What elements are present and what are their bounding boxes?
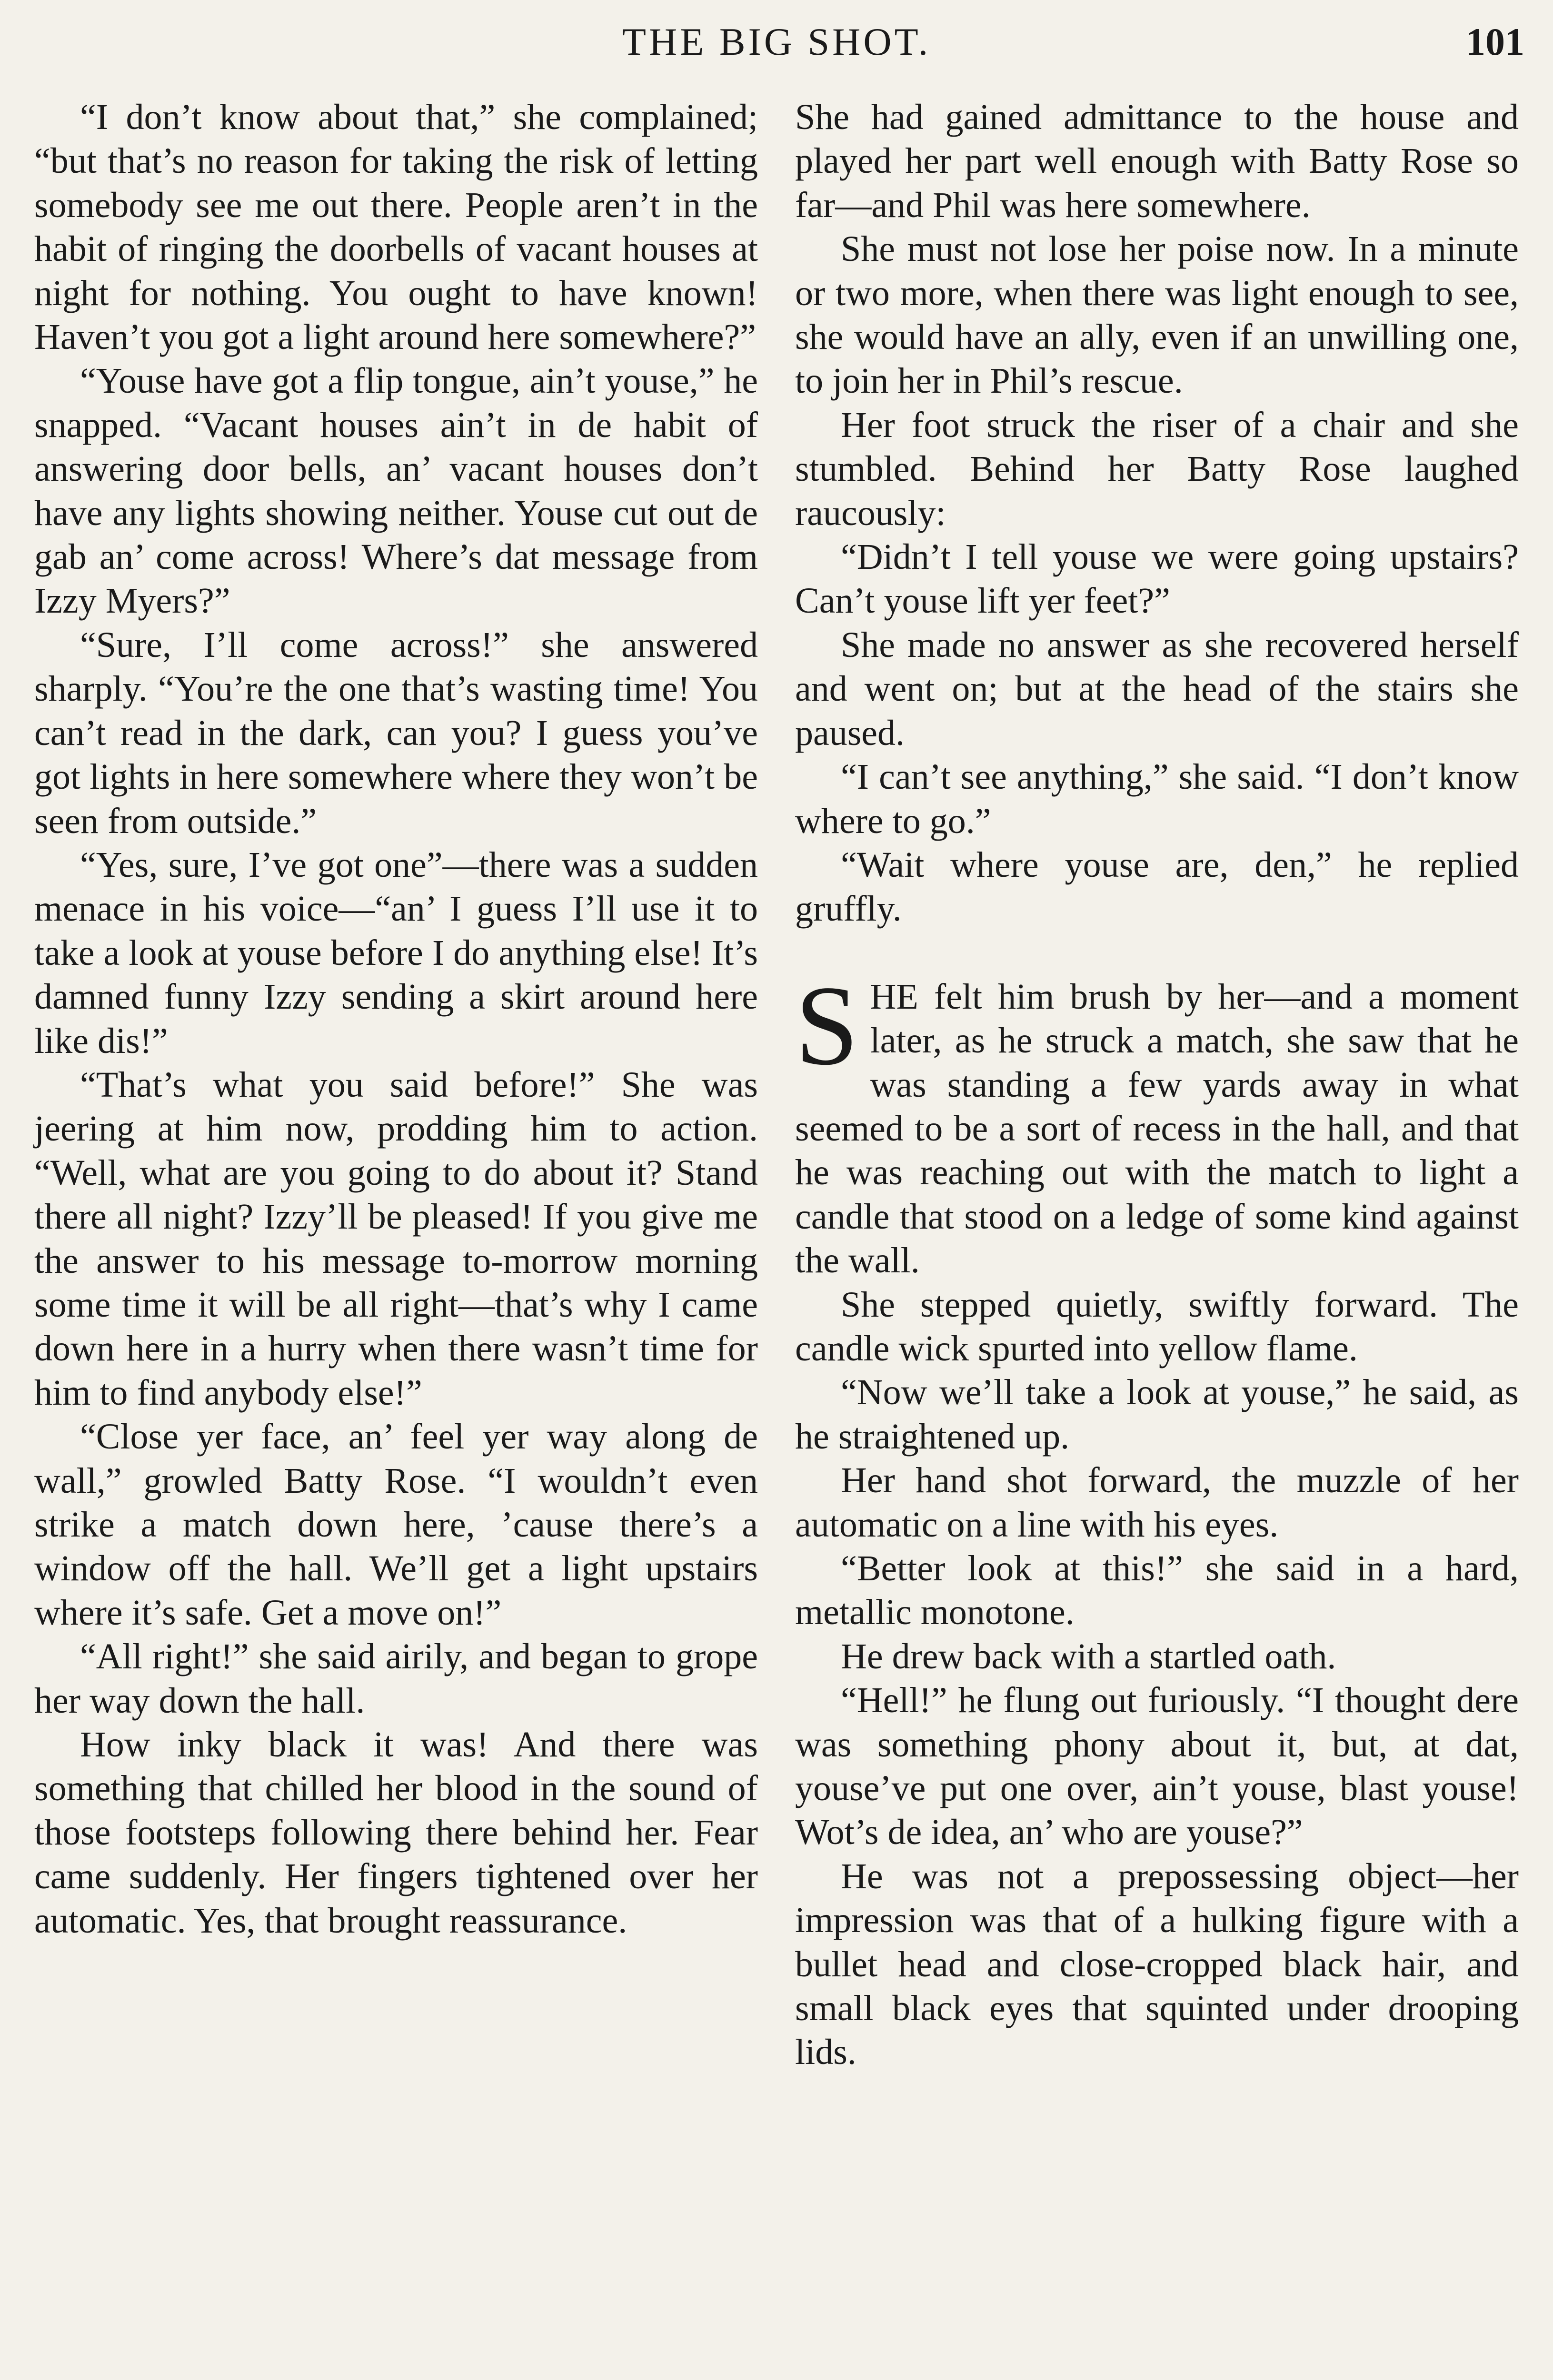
- paragraph: “Didn’t I tell youse we were going upstairs? Can’t youse lift yer feet?”: [795, 537, 1519, 621]
- continued-paragraph: She had gained admittance to the house and played her part well enough with Batty Rose so far—and Phil was here somewhere.: [795, 97, 1519, 225]
- section-start-paragraph: [795, 962, 1519, 1283]
- paragraph: “Youse have got a flip tongue, ain’t youse,” he snapped. “Vacant houses ain’t in de habit of answering door bells, an’ vacant houses don’t have any lights showing neither. Youse cut out de gab an’ come across! Where’s dat message from Izzy Myers?”: [34, 361, 758, 621]
- right-column: [795, 95, 1519, 2380]
- paragraph: “I can’t see anything,” she said. “I don’t know where to go.”: [795, 757, 1519, 841]
- paragraph: She made no answer as she recovered herself and went on; but at the head of the stairs she paused.: [795, 625, 1519, 753]
- paragraph: How inky black it was! And there was something that chilled her blood in the sound of those footsteps following there behind her. Fear came suddenly. Her fingers tightened over her automatic. Yes, that brought reassurance.: [34, 1725, 758, 1941]
- paragraph: “Hell!” he flung out furiously. “I thought dere was something phony about it, but, at dat, youse’ve put one over, ain’t youse, blast youse! Wot’s de idea, an’ who are youse?”: [795, 1680, 1519, 1853]
- page-header: [0, 9, 1553, 75]
- paragraph: “Wait where youse are, den,” he replied gruffly.: [795, 844, 1519, 929]
- text-columns: [34, 95, 1519, 2380]
- left-column: [34, 95, 758, 2380]
- paragraph: “Close yer face, an’ feel yer way along de wall,” growled Batty Rose. “I wouldn’t even strike a match down here, ’cause there’s a window off the hall. We’ll get a light upstairs where it’s safe. Get a move on!”: [34, 1417, 758, 1633]
- section-start-text: HE felt him brush by her—and a moment later, as he struck a match, she saw that he was standing a few yards away in what seemed to be a sort of recess in the hall, and that he was reaching out with the match to light a candle that stood on a ledge of some kind against the wall.: [795, 976, 1519, 1281]
- running-title: THE BIG SHOT.: [622, 20, 931, 63]
- paragraph: “Sure, I’ll come across!” she answered sharply. “You’re the one that’s wasting time! You can’t read in the dark, can you? I guess you’ve got lights in here somewhere where they won’t be seen from outside.”: [34, 625, 758, 841]
- paragraph: Her foot struck the riser of a chair and she stumbled. Behind her Batty Rose laughed raucously:: [795, 405, 1519, 533]
- paragraph: She must not lose her poise now. In a minute or two more, when there was light enough to see, she would have an ally, even if an unwilling one, to join her in Phil’s rescue.: [795, 229, 1519, 401]
- paragraph: She stepped quietly, swiftly forward. The candle wick spurted into yellow flame.: [795, 1284, 1519, 1368]
- page-number: 101: [1466, 20, 1524, 63]
- paragraph: “Now we’ll take a look at youse,” he said, as he straightened up.: [795, 1372, 1519, 1457]
- paragraph: “All right!” she said airily, and began to grope her way down the hall.: [34, 1636, 758, 1721]
- paragraph: He was not a prepossessing object—her impression was that of a hulking figure with a bullet head and close-cropped black hair, and small black eyes that squinted under drooping lids.: [795, 1856, 1519, 2073]
- paragraph: “That’s what you said before!” She was jeering at him now, prodding him to action. “Well, what are you going to do about it? Stand there all night? Izzy’ll be pleased! If you give me the answer to his message to-morrow morning some time it will be all right—that’s why I came down here in a hurry when there wasn’t time for him to find anybody else!”: [34, 1064, 758, 1413]
- paragraph: He drew back with a startled oath.: [841, 1636, 1336, 1676]
- drop-cap-initial: S: [795, 962, 859, 1089]
- paragraph: “I don’t know about that,” she complained; “but that’s no reason for taking the risk of letting somebody see me out there. People aren’t in the habit of ringing the doorbells of vacant houses at night for nothing. You ought to have known! Haven’t you got a light around here somewhere?”: [34, 97, 758, 357]
- paragraph: “Better look at this!” she said in a hard, metallic monotone.: [795, 1548, 1519, 1633]
- paragraph: “Yes, sure, I’ve got one”—there was a sudden menace in his voice—“an’ I guess I’ll use it to take a look at youse before I do anything else! It’s damned funny Izzy sending a skirt around here like dis!”: [34, 844, 758, 1061]
- paragraph: Her hand shot forward, the muzzle of her automatic on a line with his eyes.: [795, 1460, 1519, 1545]
